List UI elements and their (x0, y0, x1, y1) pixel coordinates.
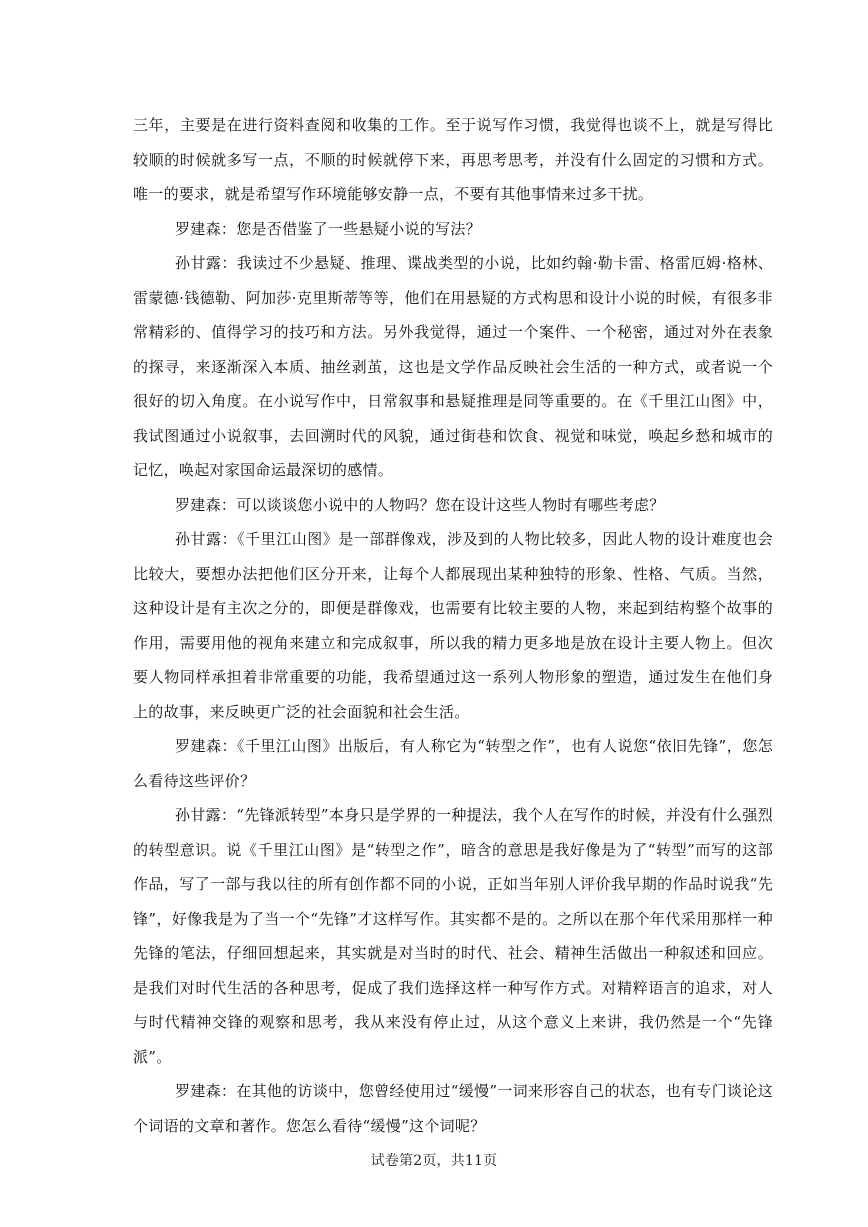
interview-answer-2: 孙甘露：《千里江山图》是一部群像戏，涉及到的人物比较多，因此人物的设计难度也会比较大，要想办法把他们区分开来，让每个人都展现出某种独特的形象、性格、气质。当然，这种设计是有主次之分的，即便是群像戏，也需要有比较主要的人物，来起到结构整个故事的作用，需要用他的视角来建立和完成叙事，所以我的精力更多地是放在设计主要人物上。但次要人物同样承担着非常重要的功能，我希望通过这一系列人物形象的塑造，通过发生在他们身上的故事，来反映更广泛的社会面貌和社会生活。 (133, 530, 773, 721)
interview-question-1: 罗建森：您是否借鉴了一些悬疑小说的写法？ (175, 219, 482, 238)
document-body (133, 108, 773, 1143)
interview-question-2: 罗建森：可以谈谈您小说中的人物吗？您在设计这些人物时有哪些考虑？ (175, 495, 665, 514)
page-footer: 试卷第2页，共11页 (370, 1153, 498, 1169)
interview-question-4: 罗建森：在其他的访谈中，您曾经使用过“缓慢”一词来形容自己的状态，也有专门谈论这个词语的文章和著作。您怎么看待“缓慢”这个词呢？ (133, 1082, 773, 1135)
interview-answer-1: 孙甘露：我读过不少悬疑、推理、谍战类型的小说，比如约翰·勒卡雷、格雷厄姆·格林、雷蒙德·钱德勒、阿加莎·克里斯蒂等等，他们在用悬疑的方式构思和设计小说的时候，有很多非常精彩的、值得学习的技巧和方法。另外我觉得，通过一个案件、一个秘密，通过对外在表象的探寻，来逐渐深入本质、抽丝剥茧，这也是文学作品反映社会生活的一种方式，或者说一个很好的切入角度。在小说写作中，日常叙事和悬疑推理是同等重要的。在《千里江山图》中，我试图通过小说叙事，去回溯时代的风貌，通过街巷和饮食、视觉和味觉，唤起乡愁和城市的记忆，唤起对家国命运最深切的感情。 (133, 254, 773, 479)
interview-question-3: 罗建森：《千里江山图》出版后，有人称它为“转型之作”，也有人说您“依旧先锋”，您怎么看待这些评价？ (133, 737, 773, 790)
interview-answer-3: 孙甘露：“先锋派转型”本身只是学界的一种提法，我个人在写作的时候，并没有什么强烈的转型意识。说《千里江山图》是“转型之作”，暗含的意思是我好像是为了“转型”而写的这部作品，写了一部与我以往的所有创作都不同的小说，正如当年别人评价我早期的作品时说我“先锋”，好像我是为了当一个“先锋”才这样写作。其实都不是的。之所以在那个年代采用那样一种先锋的笔法，仔细回想起来，其实就是对当时的时代、社会、精神生活做出一种叙述和回应。是我们对时代生活的各种思考，促成了我们选择这样一种写作方式。对精粹语言的追求，对人与时代精神交锋的观察和思考，我从来没有停止过，从这个意义上来讲，我仍然是一个“先锋派”。 (133, 806, 773, 1066)
paragraph-continuation: 三年，主要是在进行资料查阅和收集的工作。至于说写作习惯，我觉得也谈不上，就是写得比较顺的时候就多写一点，不顺的时候就停下来，再思考思考，并没有什么固定的习惯和方式。唯一的要求，就是希望写作环境能够安静一点，不要有其他事情来过多干扰。 (133, 116, 773, 203)
